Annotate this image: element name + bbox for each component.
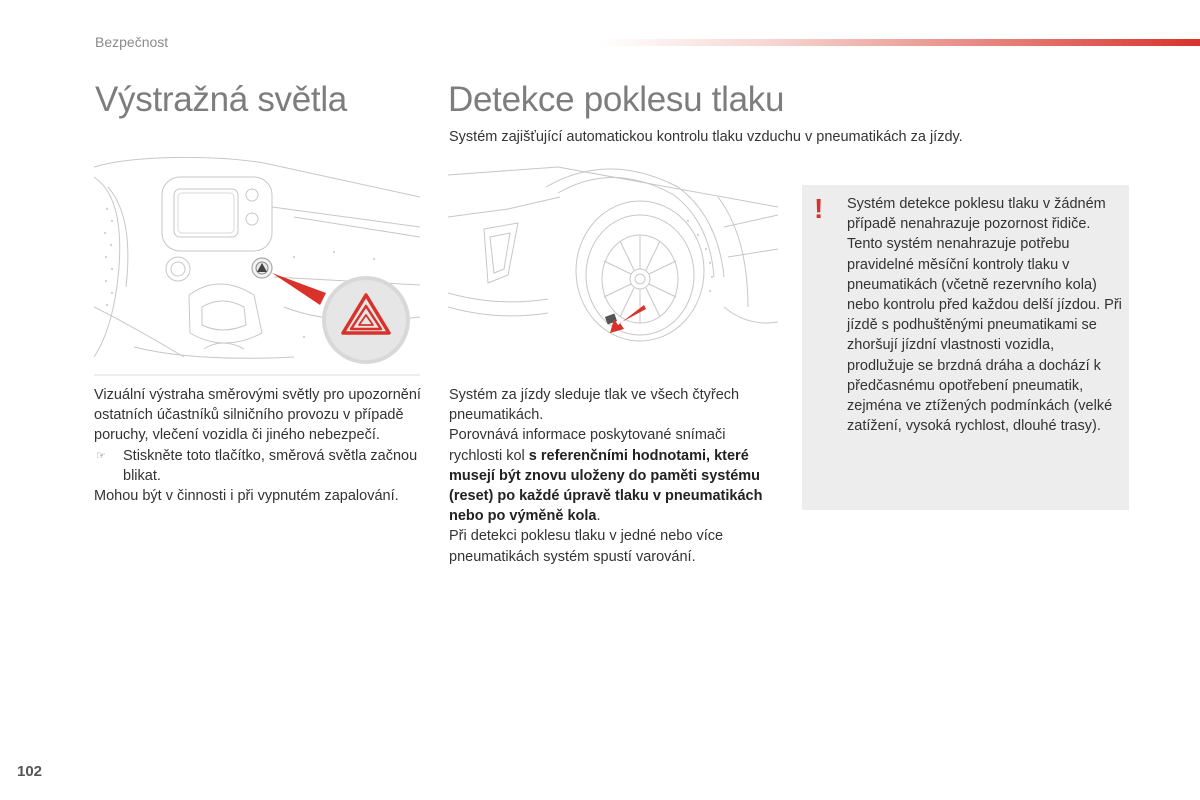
- hazard-lights-description: [94, 385, 434, 506]
- pressure-paragraph-2-end: .: [596, 508, 601, 525]
- hazard-lights-title: Výstražná světla: [95, 80, 347, 119]
- pressure-intro-text: Systém zajišťující automatickou kontrolu tlaku vzduchu v pneumatikách za jízdy.: [449, 129, 963, 145]
- warning-text: Systém detekce poklesu tlaku v žádném případě nenahrazuje pozornost řidiče. Tento systém nenahrazuje potřebu pravidelné měsíční kontroly tlaku v pneumatikách (včetně rezervního kola) nebo kontrolu před každou delší jízdou. Při jízdě s podhuštěnými pneumatikami se zhoršují jízdní vlastnosti vozidla, prodlužuje se brzdná dráha a dochází k předčasnému opotřebení pneumatik, zejména ve ztížených podmínkách (velké zatížení, vysoká rychlost, dlouhé trasy).: [847, 196, 1122, 435]
- pressure-paragraph-2-start: Porovnává informace poskytované snímači rychlosti kol: [449, 427, 726, 464]
- hazard-footer-text: Mohou být v činnosti i při vypnutém zapalování.: [94, 488, 399, 505]
- pressure-paragraph-1: Systém za jízdy sleduje tlak ve všech čtyřech pneumatikách.: [449, 387, 740, 424]
- hazard-paragraph: Vizuální výstraha směrovými světly pro upozornění ostatních účastníků silničního provozu v případě poruchy, vlečení vozidla či jiného nebezpečí.: [94, 387, 421, 444]
- header-accent-bar: [600, 39, 1200, 46]
- section-label: Bezpečnost: [95, 34, 169, 50]
- pressure-paragraph-2-bold: s referenčními hodnotami, které musejí být znovu uloženy do paměti systému (reset) po každé úpravě tlaku v pneumatikách nebo po výměně kola: [449, 447, 763, 525]
- page-number: 102: [17, 763, 43, 780]
- dashboard-hazard-illustration: [94, 157, 420, 379]
- pressure-paragraph-3: Při detekci poklesu tlaku v jedné nebo více pneumatikách systém spustí varování.: [449, 528, 724, 565]
- pointing-finger-icon: ☞: [96, 449, 106, 462]
- warning-exclamation-icon: !: [814, 193, 824, 224]
- warning-box: [802, 185, 1129, 510]
- wheel-sensor-illustration: [448, 157, 778, 379]
- pressure-paragraph-2: [449, 425, 779, 526]
- hazard-instruction: [94, 446, 434, 486]
- pressure-detection-title: Detekce poklesu tlaku: [448, 80, 785, 119]
- hazard-instruction-text: Stiskněte toto tlačítko, směrová světla začnou blikat.: [123, 447, 418, 484]
- pressure-description: [449, 385, 779, 567]
